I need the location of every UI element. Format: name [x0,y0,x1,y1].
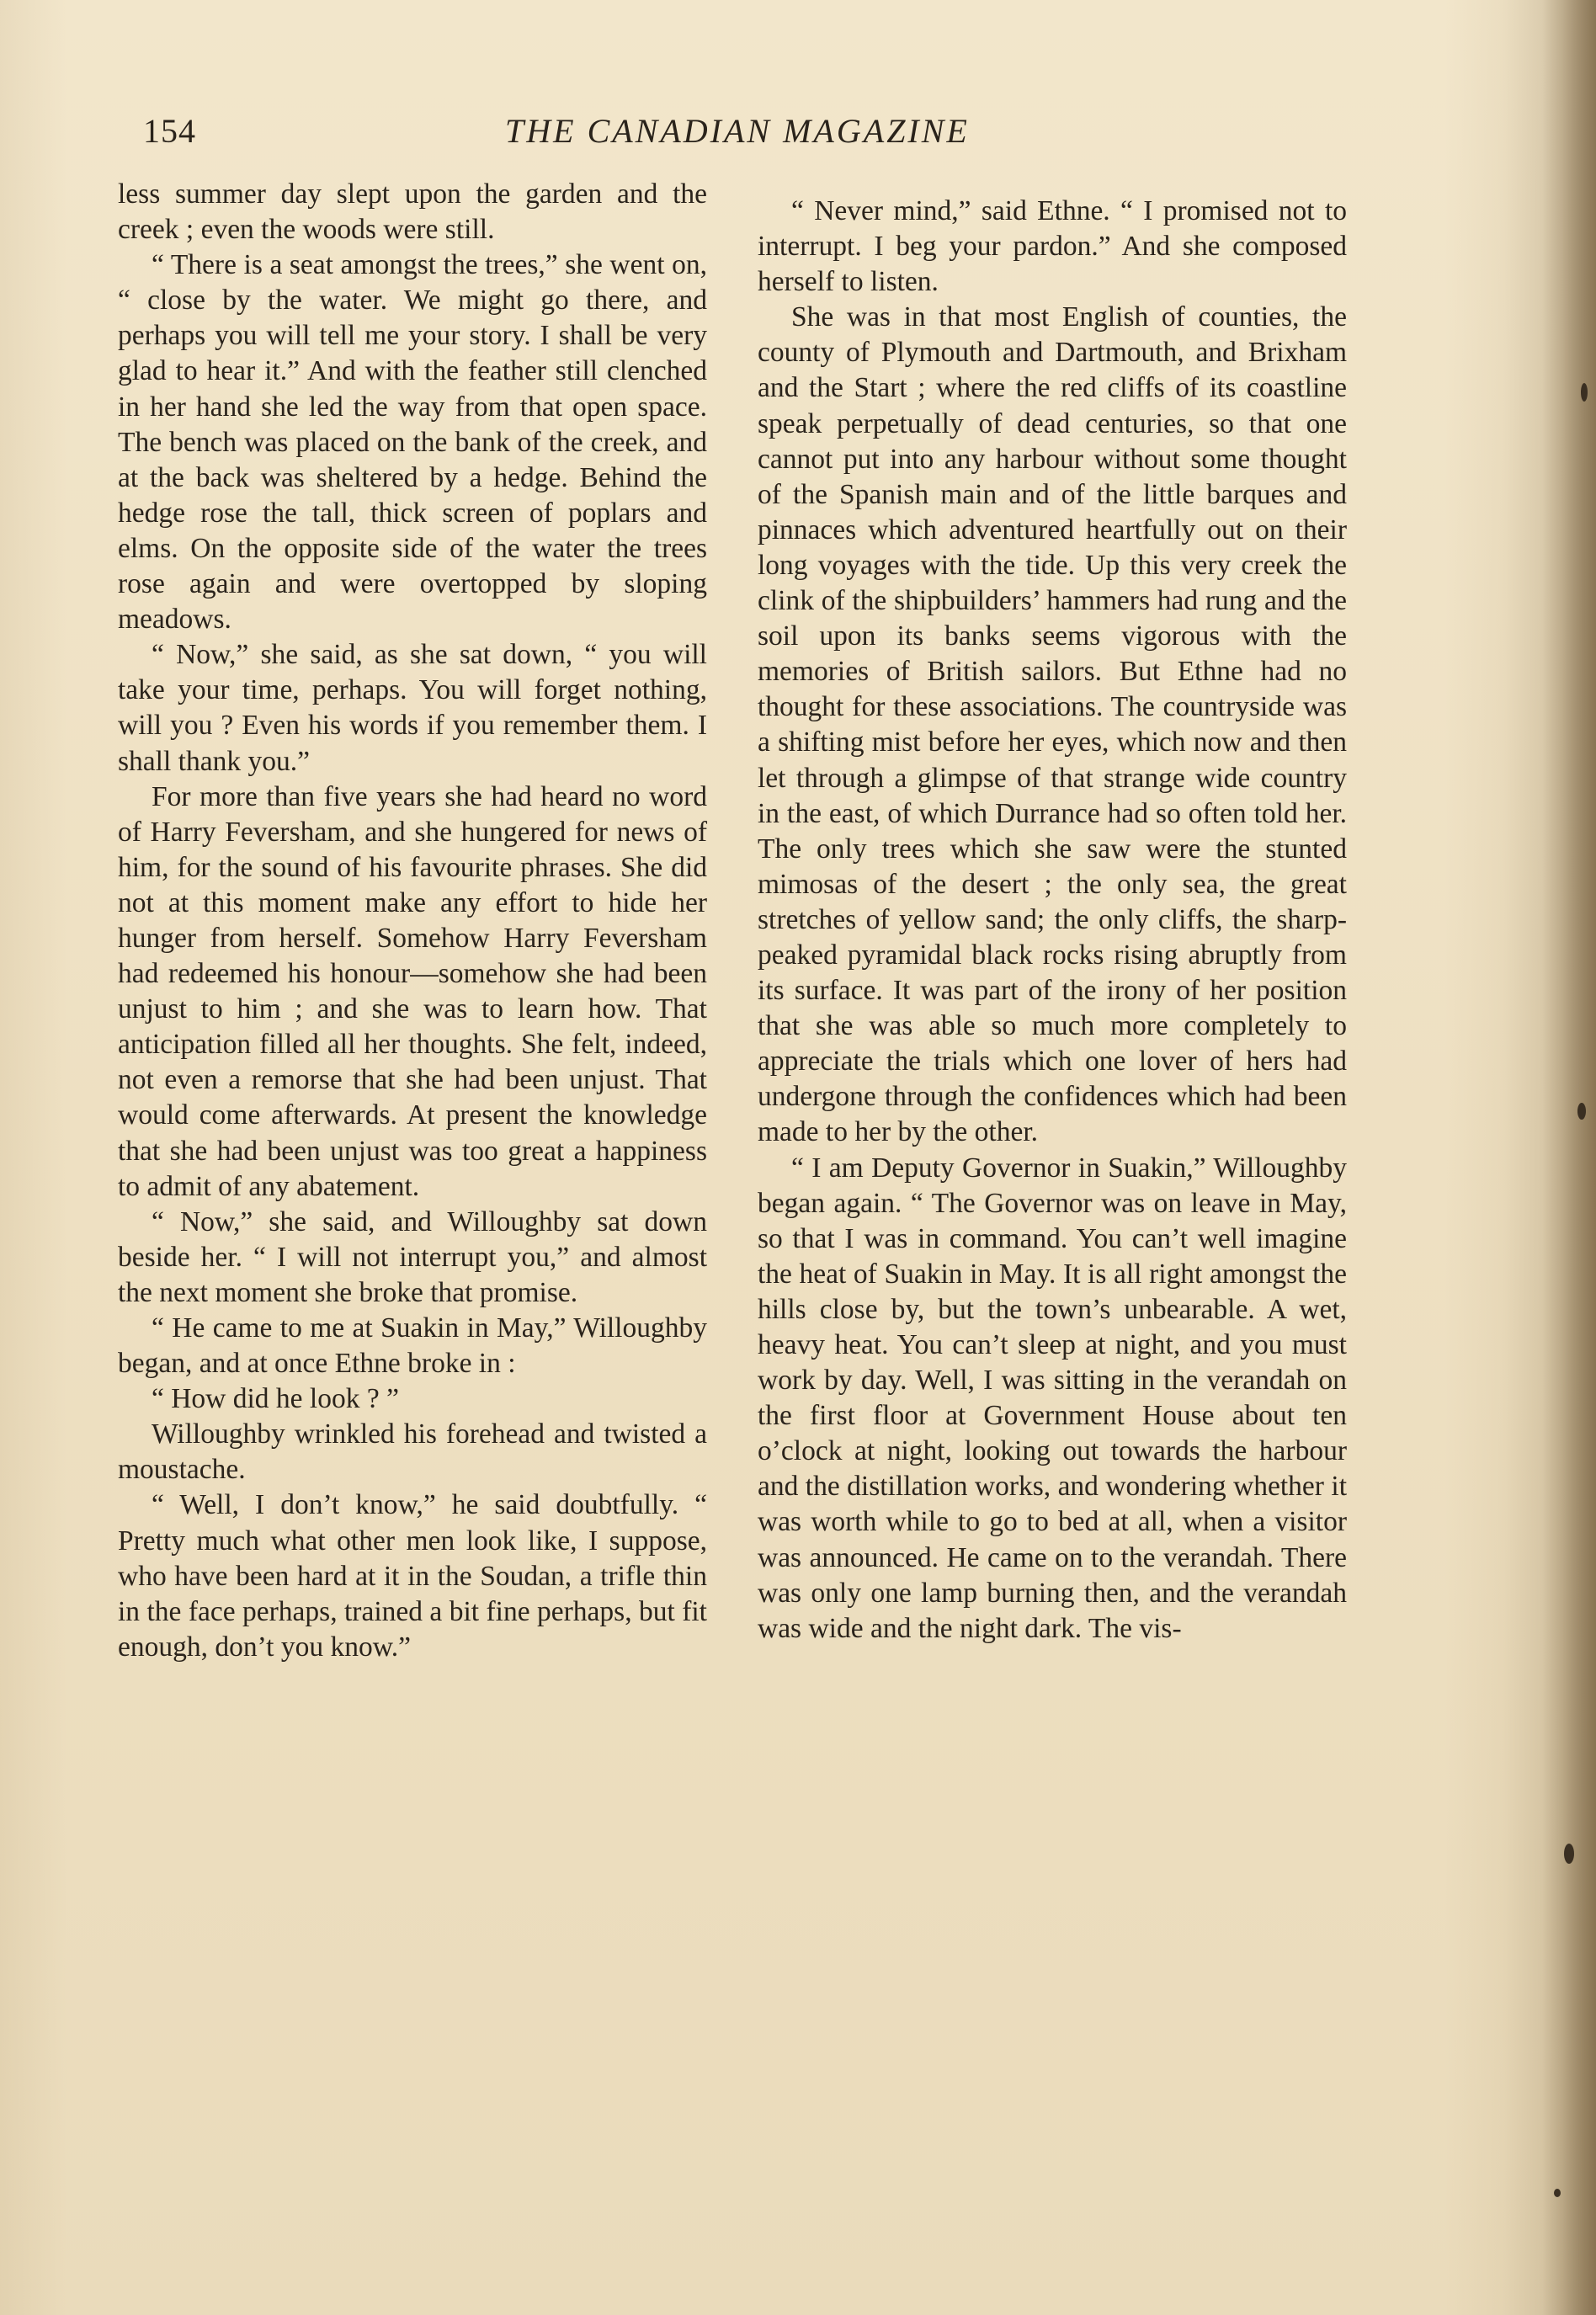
paragraph: “ There is a seat amongst the trees,” she went on, “ close by the water. We might go there, and perhaps you will tell me your story. I shall be very glad to hear it.” And with the feather still clenched in her hand she led the way from that open space. The bench was placed on the bank of the creek, and at the back was sheltered by a hedge. Behind the hedge rose the tall, thick screen of poplars and elms. On the opposite side of the water the trees rose again and were overtopped by sloping meadows. [118,249,707,636]
margin-mark [1577,1103,1586,1120]
paragraph: “ Never mind,” said Ethne. “ I promised not to interrupt. I beg your pardon.” And she composed herself to listen. [758,195,1347,298]
paragraph: “ I am Deputy Governor in Suakin,” Willoughby began again. “ The Governor was on leave in May, so that I was in command. You can’t well imagine the heat of Suakin in May. It is all right amongst the hills close by, but the town’s unbearable. A wet, heavy heat. You can’t sleep at night, and you must work by day. Well, I was sitting in the verandah on the first floor at Government House about ten o’clock at night, looking out towards the harbour and the distillation works, and wondering whether it was worth while to go to bed at all, when a visitor was announced. He came on to the verandah. There was only one lamp burning then, and the verandah was wide and the night dark. The vis- [758,1152,1347,1644]
paragraph: “ Well, I don’t know,” he said doubtfully. “ Pretty much what other men look like, I suppose, who have been hard at it in the Soudan, a trifle thin in the face perhaps, trained a bit fine perhaps, but fit enough, don’t you know.” [118,1489,707,1663]
paragraph: “ He came to me at Suakin in May,” Willoughby began, and at once Ethne broke in : [118,1312,707,1380]
page-binding-shadow [1542,0,1596,2315]
paragraph: “ Now,” she said, and Willoughby sat down beside her. “ I will not interrupt you,” and almost the next moment she broke that promise. [118,1205,707,1308]
page-header [143,108,1381,167]
paragraph: “ How did he look ? ” [152,1383,399,1415]
right-column [758,194,1347,1647]
page-number: 154 [143,112,196,150]
paragraph: Willoughby wrinkled his forehead and twisted a moustache. [118,1418,707,1486]
left-column [118,177,707,1665]
paragraph: For more than five years she had heard no word of Harry Feversham, and she hungered for news of him, for the sound of his favourite phrases. She did not at this moment make any effort to hide her hunger from herself. Somehow Harry Feversham had redeemed his honour—somehow she had been unjust to him ; and she was to learn how. That anticipation filled all her thoughts. She felt, indeed, not even a remorse that she had been unjust. That would come afterwards. At present the knowledge that she had been unjust was too great a happiness to admit of any abatement. [118,780,707,1202]
paragraph: She was in that most English of counties, the county of Plymouth and Dartmouth, and Brixham and the Start ; where the red cliffs of its coastline speak perpetually of dead centuries, so that one cannot put into any harbour without some thought of the Spanish main and of the little barques and pinnaces which adventured heartfully out on their long voyages with the tide. Up this very creek the clink of the shipbuilders’ hammers had rung and the soil upon its banks seems vigorous with the memories of British sailors. But Ethne had no thought for these associations. The countryside was a shifting mist before her eyes, which now and then let through a glimpse of that strange wide country in the east, of which Durrance had so often told her. The only trees which she saw were the stunted mimosas of the desert ; the only sea, the great stretches of yellow sand; the only cliffs, the sharp-peaked pyramidal black rocks rising abruptly from its surface. It was part of the irony of her position that she was able so much more completely to appreciate the trials which one lover of hers had undergone through the confidences which had been made to her by the other. [758,301,1347,1148]
margin-mark [1581,383,1588,402]
running-head: THE CANADIAN MAGAZINE [505,112,970,150]
paragraph: “ Now,” she said, as she sat down, “ you will take your time, perhaps. You will forget nothing, will you ? Even his words if you remember them. I shall thank you.” [118,639,707,777]
paragraph: less summer day slept upon the garden and the creek ; even the woods were still. [118,178,707,246]
margin-mark [1554,2189,1561,2197]
margin-mark [1564,1844,1574,1864]
